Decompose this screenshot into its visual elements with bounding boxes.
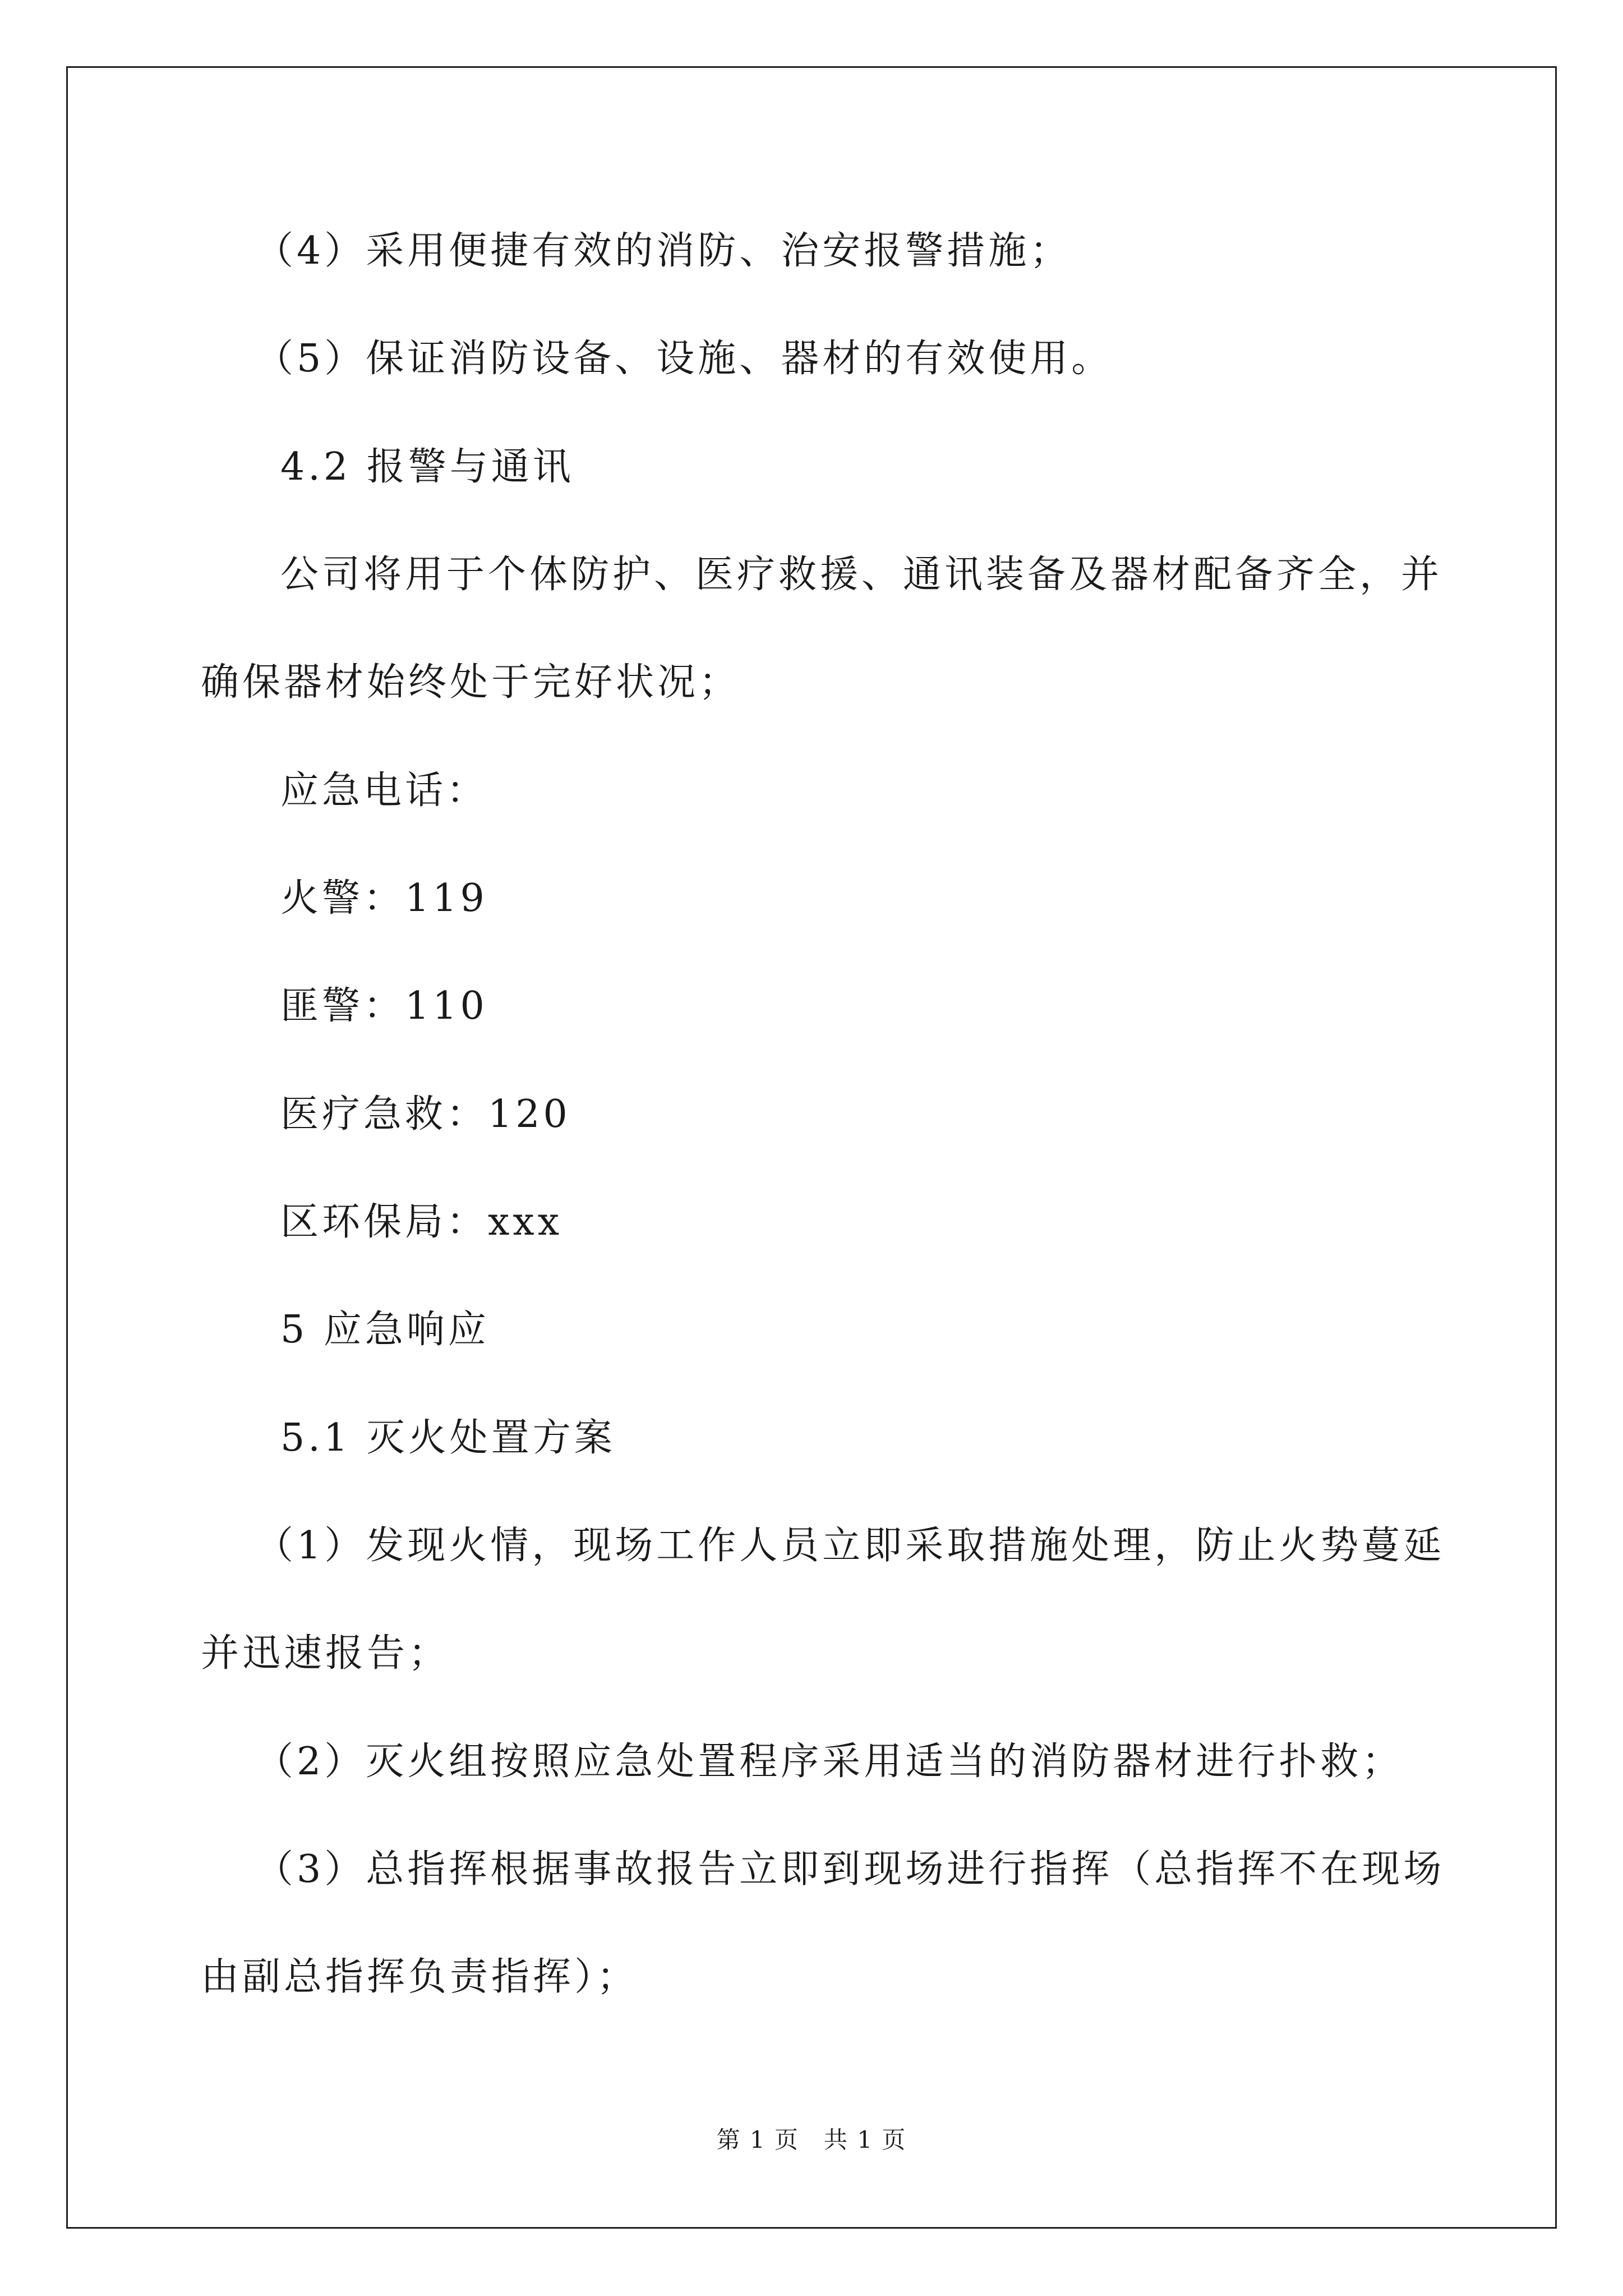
emergency-phone-label: 应急电话： [280, 769, 488, 813]
section-heading-4-2: 4.2 报警与通讯 [280, 445, 574, 489]
list-item-5: （5）保证消防设备、设施、器材的有效使用。 [255, 337, 1113, 381]
page-number-footer: 第 1 页 共 1 页 [716, 2126, 907, 2154]
fire-alarm-number: 火警：119 [280, 876, 488, 921]
police-number: 匪警：110 [280, 984, 488, 1028]
section-heading-5-1: 5.1 灭火处置方案 [280, 1416, 616, 1460]
page-border [66, 66, 1557, 2229]
paragraph-line: 由副总指挥负责指挥）； [201, 1955, 639, 1999]
paragraph-line: 确保器材始终处于完好状况； [201, 660, 741, 705]
list-item-1: （1）发现火情，现场工作人员立即采取措施处理，防止火势蔓延 [255, 1524, 1445, 1568]
section-heading-5: 5 应急响应 [280, 1308, 490, 1352]
list-item-2: （2）灭火组按照应急处置程序采用适当的消防器材进行扑救； [255, 1740, 1404, 1784]
paragraph-line: 公司将用于个体防护、医疗救援、通讯装备及器材配备齐全，并 [280, 553, 1443, 597]
list-item-3: （3）总指挥根据事故报告立即到现场进行指挥（总指挥不在现场 [255, 1847, 1445, 1892]
paragraph-line: 并迅速报告； [201, 1631, 450, 1676]
environment-bureau-number: 区环保局：xxx [280, 1200, 563, 1244]
ambulance-number: 医疗急救：120 [280, 1092, 571, 1137]
list-item-4: （4）采用便捷有效的消防、治安报警措施； [255, 229, 1072, 273]
